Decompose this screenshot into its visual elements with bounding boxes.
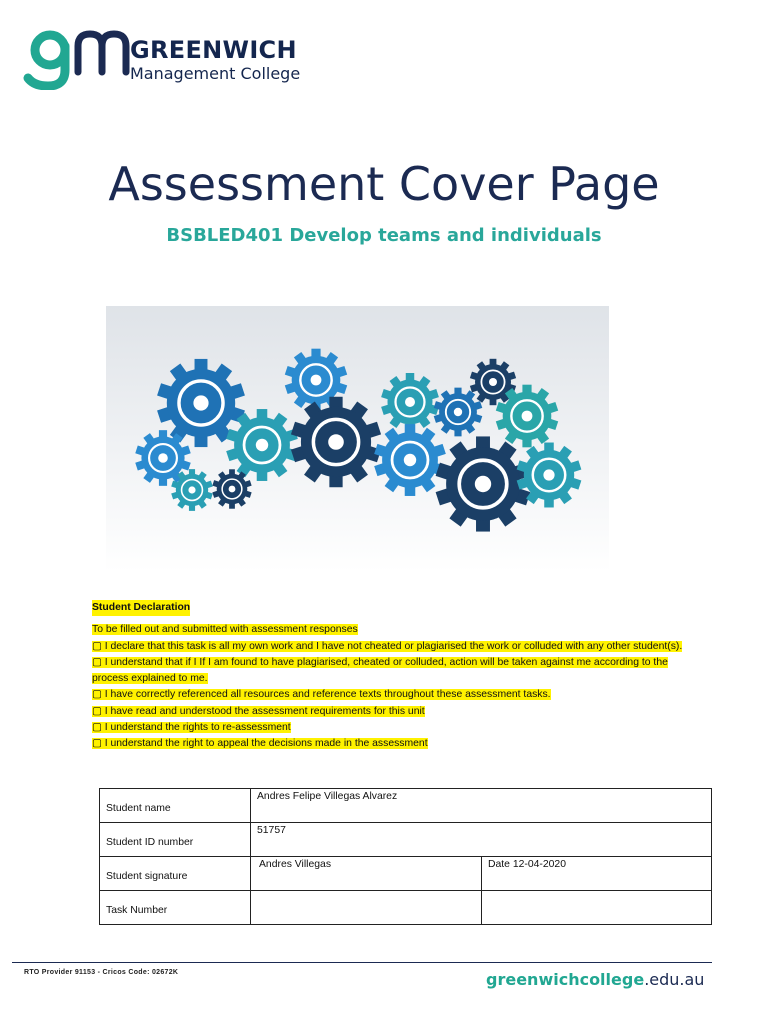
website-suffix: .edu.au [644, 970, 705, 989]
brand-subtitle: Management College [130, 64, 301, 83]
declaration-intro: To be filled out and submitted with assessment responses [92, 624, 358, 636]
declaration-item[interactable]: ▢ I declare that this task is all my own work and I have not cheated or plagiarised the work or colluded with any other student(s). [92, 640, 683, 652]
student-name-field[interactable] [251, 789, 712, 823]
student-id-label: Student ID number [106, 837, 194, 848]
page-title: Assessment Cover Page [108, 157, 660, 211]
student-name-value: Andres Felipe Villegas Alvarez [257, 791, 398, 802]
brand-name: GREENWICH [130, 36, 297, 64]
table-row [100, 891, 712, 925]
student-signature-label-cell [100, 857, 251, 891]
student-id-label-cell [100, 823, 251, 857]
task-number-extra-field[interactable] [482, 891, 712, 925]
student-signature-label: Student signature [106, 871, 188, 882]
declaration-item[interactable]: ▢ I have correctly referenced all resources and reference texts throughout these assessment tasks. [92, 689, 551, 701]
website-link[interactable] [486, 970, 704, 989]
declaration-item[interactable]: ▢ I understand the right to appeal the decisions made in the assessment [92, 738, 428, 750]
table-row [100, 857, 712, 891]
task-number-label-cell [100, 891, 251, 925]
date-value: Date 12-04-2020 [488, 859, 566, 870]
footer-divider [12, 962, 712, 963]
student-info-table [99, 788, 712, 925]
table-row [100, 789, 712, 823]
declaration-heading: Student Declaration [92, 600, 190, 616]
gears-illustration [106, 306, 609, 572]
student-id-value: 51757 [257, 825, 286, 836]
declaration-item[interactable]: ▢ I understand that if I If I am found to have plagiarised, cheated or colluded, action will be taken against me according to the process explained to me. [92, 656, 668, 685]
student-name-label: Student name [106, 803, 171, 814]
date-field[interactable] [482, 857, 712, 891]
task-number-label: Task Number [106, 905, 168, 916]
student-signature-value: Andres Villegas [259, 859, 332, 870]
rto-provider-text: RTO Provider 91153 - Cricos Code: 02672K [24, 969, 179, 976]
table-row [100, 823, 712, 857]
declaration-item[interactable]: ▢ I understand the rights to re-assessment [92, 722, 291, 734]
student-name-label-cell [100, 789, 251, 823]
task-number-field[interactable] [251, 891, 482, 925]
student-declaration [92, 600, 692, 753]
declaration-item[interactable]: ▢ I have read and understood the assessment requirements for this unit [92, 705, 425, 717]
unit-subtitle: BSBLED401 Develop teams and individuals [166, 225, 602, 246]
website-domain: greenwichcollege [486, 970, 645, 989]
student-id-field[interactable] [251, 823, 712, 857]
student-signature-field[interactable] [251, 857, 482, 891]
gm-monogram [28, 34, 126, 86]
